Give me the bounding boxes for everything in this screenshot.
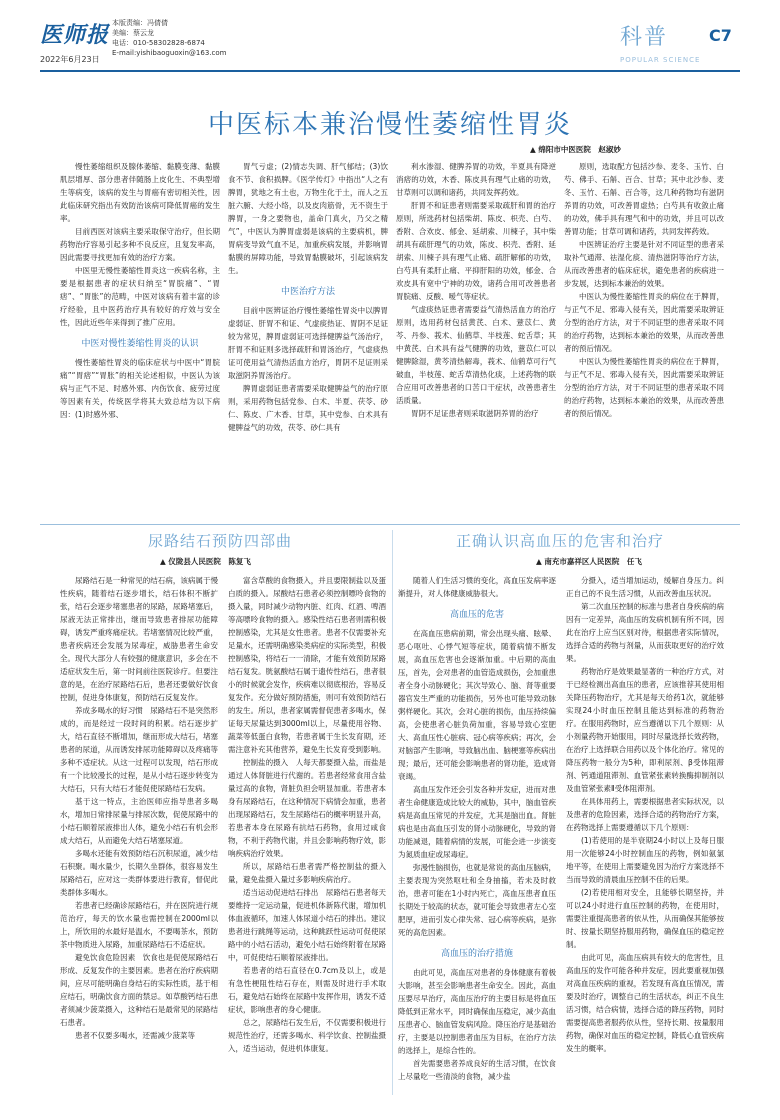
paragraph: 中医里无慢性萎缩性胃炎这一疾病名称，主要是根据患者的症状归纳至“胃脘痛”、“胃痞”、“胃胀”的范畴，中医对该病有着丰富的诊疗经验，且中医药治疗具有较好的疗效与安全性，因此近些年来得到了推广应用。 bbox=[60, 266, 220, 327]
paragraph: 目前中医辨证治疗慢性萎缩性胃炎中以脾胃虚弱证、肝胃不和证、气虚痰热证、胃阴不足证较为常见，脾胃虚弱证可选择健脾益气汤治疗，肝胃不和证则多选择疏肝和胃汤治疗，气虚痰热证可使用益气清热活血方治疗，胃阴不足证则采取滋阴养胃汤治疗。 bbox=[228, 306, 388, 380]
header-rule bbox=[40, 70, 740, 72]
paragraph: 若患者的结石直径在0.7cm及以上，或是有急性梗阻性结石存在，则需及时进行手术取石，避免结石始终在尿路中发挥作用，诱发不适症状，影响患者的身心健康。 bbox=[228, 966, 386, 1014]
paragraph: 气虚痰热证患者需要益气清热活血方的治疗原则，选用药材包括黄芪、白术、薏苡仁、黄芩、丹参、莪术、仙鹤草、半枝莲、蛇舌草；其中黄芪、白术具有益气健脾的功效，薏苡仁可以健脾除湿，黄芩清热解毒，莪术、仙鹤草可行气破血，半枝莲、蛇舌草清热化痰，上述药物的联合应用可改善患者的口苦口干症状，改善患者生活质量。 bbox=[396, 305, 556, 405]
paragraph: 中医认为慢性萎缩性胃炎的病位在于脾胃，与正气不足、邪毒入侵有关，因此需要采取辨证分型的治疗方法，对于不同证型的患者采取不同的治疗药物，达到标本兼治的效果，从而改善患者的预后情况。 bbox=[564, 357, 724, 418]
article1-subheading: 中医对慢性萎缩性胃炎的认识 bbox=[81, 339, 199, 349]
article2-byline: ▲ 仪陇县人民医院 陈复飞 bbox=[160, 557, 251, 566]
newspaper-logo: 医师报 bbox=[40, 22, 110, 48]
paragraph: 原则，选取配方包括沙参、麦冬、玉竹、白芍、佛手、石斛、百合、甘草；其中北沙参、麦冬、玉竹、石斛、百合等，这几种药物均有滋阴养胃的功效，可改善胃虚热；白芍具有收敛止痛的功效，佛手具有理气和中的功效，并且可以改善胃功能；甘草可调和诸药，共同发挥药效。 bbox=[564, 162, 724, 236]
paragraph: 尿路结石是一种常见的结石病，该病属于慢性疾病，随着结石逐步增长，结石体积不断扩张，结石会逐步堵塞患者的尿路，尿路堵塞后，尿液无法正常排出，继而导致患者排尿功能障碍，诱发严重疼痛症状。若堵塞情况比较严重，患者疾病还会发展为尿毒症，威胁患者生命安全。现代大部分人有较强的健康意识，多会在不适症状发生后，第一时间前往医院诊疗。但要注意的是，在治疗尿路结石后，患者还要做好饮食控制，促进身体康复，预防结石反复发作。 bbox=[60, 576, 218, 702]
paragraph: 基于这一特点，主治医师应指导患者多喝水，增加日常排尿量与排尿次数，促使尿路中的小结石顺着尿液排出人体，避免小结石有机会形成大结石，从而避免大结石堵塞尿道。 bbox=[60, 797, 218, 845]
paragraph: 若患者已经确诊尿路结石，并在医院进行规范治疗，每天的饮水量也需控制在2000ml以上，所饮用的水最好是温水，不要喝茶水，预防茶中物质进入尿路，加重尿路结石不适症状。 bbox=[60, 901, 218, 949]
paragraph: 利水渗湿、健脾养胃的功效，半夏具有降逆消痞的功效，木香、陈皮具有理气止痛的功效，甘草则可以调和诸药，共同发挥药效。 bbox=[396, 162, 556, 197]
article2-headline: 尿路结石预防四部曲 bbox=[147, 532, 292, 550]
paragraph: 胃气亏虚；(2)情志失调、肝气郁结；(3)饮食不节、食积损脾。《医学传灯》中指出“人之有脾胃，犹地之有土也，万物生化于土，而人之五脏六腑、大经小络，以及皮肉筋骨，无不资生于脾胃，一身之要物也，盖命门真火，乃父之精气”，中医认为脾胃虚弱是该病的主要病机，脾胃病变导致气血不足，加重疾病发展，并影响胃黏膜的屏障功能，导致胃黏膜破坏，引起该病发生。 bbox=[228, 162, 388, 275]
article1-column-1 bbox=[60, 160, 220, 421]
paragraph: 高血压发作还会引发各种并发症，进而对患者生命健康造成比较大的威胁，其中，脑血管疾病是高血压常见的并发症，尤其是脑出血。肾脏病也是由高血压引发的肾小动脉硬化，导致的肾功能减退，随着病情的发展，可能会进一步演变为氮质血症或尿毒症。 bbox=[398, 785, 556, 859]
paragraph: 肝胃不和证患者则需要采取疏肝和胃的治疗原则，所选药材包括柴胡、陈皮、枳壳、白芍、香附、合欢皮、郁金、延胡索、川楝子，其中柴胡具有疏肝理气的功效，陈皮、枳壳、香附、延胡索、川楝子具有理气止痛、疏肝解郁的功效，白芍具有柔肝止痛、平抑肝阳的功效，郁金、合欢皮具有宽中宁神的功效，诸药合用可改善患者胃脘痛、反酸、嗳气等症状。 bbox=[396, 201, 556, 301]
paragraph: 在高血压患病前期，常会出现头痛、眩晕、恶心呕吐、心悸气短等症状，随着病情不断发展，高血压危害也会逐渐加重。中后期的高血压，首先，会对患者的血管造成损伤，会加重患者全身小动脉硬化；其次导致心、脑、肾等重要器官发生严重的功能损伤，另外也可能导致动脉粥样硬化。其次，会对心脏的损伤，血压持续偏高，会使患者心脏负荷加重，容易导致心室肥大、高血压性心脏病、冠心病等疾病；再次，会对脑部产生影响，导致脑出血、脑梗塞等疾病出现；最后，还可能会影响患者的肾功能，造成肾衰竭。 bbox=[398, 629, 556, 781]
article3-subheading: 高血压的危害 bbox=[449, 610, 504, 620]
paragraph: 胃阴不足证患者则采取滋阴养胃的治疗 bbox=[411, 409, 539, 418]
paragraph: (1)若使用的是半衰期24小时以上及每日服用一次能够24小时控制血压的药物，例如氨氯地平等，在使用上需要避免因为治疗方案选择不当而导致的清晨血压控制不佳的后果。 bbox=[566, 836, 724, 884]
article2-column-1 bbox=[60, 574, 218, 1042]
paragraph: 中医辨证治疗主要是针对不同证型的患者采取补气通滞、祛湿化痰、清热滋阴等治疗方法，从而改善患者的临床症状，避免患者的疾病进一步发展，达到标本兼治的效果。 bbox=[564, 240, 724, 288]
staff-line: 本版责编：冯倩倩 bbox=[112, 19, 168, 27]
article3-byline: ▲ 南充市嘉祥区人民医院 任飞 bbox=[536, 557, 642, 566]
paragraph: 慢性萎缩性胃炎的临床症状与中医中“胃脘痛”“胃痞”“胃胀”的相关论述相似，中医认为该病与正气不足、时感外邪、内伤饮食、疲劳过度等因素有关，传统医学将其大致总结为以下病因：(1)时感外邪、 bbox=[60, 358, 220, 419]
paragraph: 慢性萎缩组织及腺体萎缩、黏膜变薄、黏膜肌层增厚、部分患者伴随肠上皮化生、不典型增生等病变，该病的发生与胃癌有密切相关性，因此临床研究指出有效防治该病可降低胃癌的发生率。 bbox=[60, 162, 220, 223]
section-title: 科普 bbox=[620, 25, 669, 50]
article3-column-1 bbox=[398, 574, 556, 1083]
article1-subheading: 中医治疗方法 bbox=[280, 287, 335, 297]
publish-date: 2022年6月23日 bbox=[40, 55, 100, 64]
editor-info bbox=[112, 18, 226, 58]
staff-line: 美编：蔡云龙 bbox=[112, 29, 154, 37]
article2-column-2 bbox=[228, 574, 386, 1055]
article1-column-4 bbox=[564, 160, 724, 420]
paragraph: 中医认为慢性萎缩性胃炎的病位在于脾胃，与正气不足、邪毒入侵有关，因此需要采取辨证分型的治疗方法，对于不同证型的患者采取不同的治疗药物，达到标本兼治的效果，从而改善患者的预后情况。 bbox=[564, 292, 724, 353]
paragraph: 富含草酸的食物摄入，并且要限制盐以及蛋白质的摄入。尿酸结石患者必须控制嘌呤食物的摄入量，同时减少动物内脏、红肉、红酒、啤酒等高嘌呤食物的摄入。感染性结石患者则需积极控制感染，尤其是女性患者。患者不仅需要补充足量水，还需明确感染类病症的实际类型，积极控制感染，将结石一一清除，才能有效预防尿路结石复发。胱氨酸结石属于遗传性结石，患者很小的时候就会发作，疾病难以彻底根治，容易反复发作。充分做好预防措施，则可有效预防结石的发生。所以，患者家属需督促患者多喝水，保证每天尿量达到3000ml以上，尽量使用谷物、蔬菜等低蛋白食物，若患者属于生长发育期，还需注意补充其他营养，避免生长发育受到影响。 bbox=[228, 576, 386, 754]
column-divider bbox=[392, 530, 393, 1095]
paragraph: 脾胃虚弱证患者需要采取健脾益气的治疗原则，采用药物包括党参、白术、半夏、茯苓、砂仁、陈皮、广木香、甘草，其中党参、白术具有健脾益气的功效，茯苓、砂仁具有 bbox=[228, 384, 388, 432]
section-subtitle: POPULAR SCIENCE bbox=[620, 56, 701, 64]
article1-headline: 中医标本兼治慢性萎缩性胃炎 bbox=[207, 110, 572, 140]
paragraph: 由此可见，高血压病具有较大的危害性，且高血压的发作可能各种并发症，因此要重视加强对高血压疾病的重视，若发现有高血压情况，需要及时治疗，调整自己的生活状态，纠正不良生活习惯，结合病情，选择合适的降压药物，同时需要提高患者服药依从性，坚持长期、按量服用药物，确保对血压的稳定控制，降低心血管疾病发生的概率。 bbox=[566, 953, 724, 1053]
paragraph: 养成多喝水的好习惯 尿路结石不是突然形成的，而是经过一段时间的积累。结石逐步扩大，结石直径不断增加，继而形成大结石，堵塞患者的尿道，从而诱发排尿功能障碍以及疼痛等多种不适症状。从这一过程可以发现，结石形成有一个比较漫长的过程，是从小结石逐步转变为大结石，只有大结石才能促使尿路结石发病。 bbox=[60, 706, 218, 793]
article3-headline: 正确认识高血压的危害和治疗 bbox=[455, 532, 664, 550]
paragraph: 适当运动促进结石排出 尿路结石患者每天要维持一定运动量，促进机体新陈代谢，增加机体血液循环，加速人体尿道小结石的排出。建议患者进行跳绳等运动，这种跳跃性运动可促使尿路中的小结石活动，避免小结石始终附着在尿路中，可促使结石顺着尿液排出。 bbox=[228, 888, 386, 962]
paragraph: 第二次血压控制的标准与患者自身疾病的病因有一定差异，高血压的发病机制有所不同，因此在治疗上应当区别对待，根据患者实际情况，选择合适的药物与剂量，从而获取更好的治疗效果。 bbox=[566, 602, 724, 663]
staff-line: E-mail:yishibaoguoxin@163.com bbox=[112, 49, 227, 57]
paragraph: 首先需要患者养成良好的生活习惯，在饮食上尽量吃一些清淡的食物，减少盐 bbox=[398, 1059, 556, 1081]
article1-column-2 bbox=[228, 160, 388, 434]
paragraph: 所以，尿路结石患者需严格控制盐的摄入量，避免盐摄入量过多影响疾病治疗。 bbox=[228, 862, 386, 884]
paragraph: 多喝水还能有效预防结石沉积尿道，减少结石积聚。喝水量少，长期久坐群体，很容易发生尿路结石，应对这一类群体要进行教育，督促此类群体多喝水。 bbox=[60, 849, 218, 897]
page-code: C7 bbox=[709, 26, 732, 45]
staff-line: 电话：010-58302828-6874 bbox=[112, 39, 205, 47]
paragraph: (2)若使用相对安全，且能够长期坚持，并可以24小时进行血压控制的药物，在使用时，需要注重提高患者的依从性，从而确保其能够按时、按量长期坚持服用药物，确保血压的稳定控制。 bbox=[566, 888, 724, 949]
paragraph: 药物治疗是效果最显著的一种治疗方式，对于已经检测出高血压的患者，应该推荐其使用相关降压药物治疗，尤其是每天给药1次，就能够实现24小时血压控制且能达到标准的药物治疗。在服用药物时，应当遵循以下几个原则：从小剂量药物开始服用，同时尽量选择长效药物，在治疗上选择联合用药以及个体化治疗。常见的降压药物一般分为5种，即利尿剂、β受体阻滞剂、钙通道阻滞剂、血管紧张素转换酶抑制剂以及血管紧张素Ⅱ受体阻滞剂。 bbox=[566, 667, 724, 793]
article1-byline: ▲ 绵阳市中医医院 赵淑妙 bbox=[530, 145, 621, 154]
paragraph: 目前西医对该病主要采取保守治疗，但长期药物治疗容易引起多种不良反应，且复发率高，因此需要寻找更加有效的治疗方案。 bbox=[60, 227, 220, 262]
paragraph: 患者不仅要多喝水，还需减少菠菜等 bbox=[75, 1031, 195, 1040]
paragraph: 总之，尿路结石发生后，不仅需要积极进行规范性治疗，还需多喝水、科学饮食、控制盐摄入，适当运动，促进机体康复。 bbox=[228, 1018, 386, 1053]
article3-column-2 bbox=[566, 574, 724, 1055]
paragraph: 避免饮食危险因素 饮食也是促使尿路结石形成、反复发作的主要因素。患者在治疗疾病期间，应尽可能明确自身结石的实际性质，基于相应结石，明确饮食方面的禁忌。如草酸钙结石患者须减少菠菜摄入，这种结石是最常见的尿路结石患者。 bbox=[60, 953, 218, 1027]
paragraph: 由此可见，高血压对患者的身体健康有着极大影响，甚至会影响患者生命安全。因此，高血压要尽早治疗，高血压治疗的主要目标是将血压降低到正常水平，同时确保血压稳定，减少高血压患者心、脑血管发病风险。降压治疗是基础治疗，主要是以控制患者血压为目标，在治疗方法的选择上，是综合性的。 bbox=[398, 968, 556, 1055]
paragraph: 随着人们生活习惯的变化，高血压发病率逐渐提升，对人体健康威胁很大。 bbox=[398, 576, 556, 598]
paragraph: 分摄入，适当增加运动，缓解自身压力。纠正自己的不良生活习惯，从而改善血压状况。 bbox=[566, 576, 724, 598]
paragraph: 在具体用药上，需要根据患者实际状况，以及患者的危险因素，选择合适的药物治疗方案，在药物选择上需要遵循以下几个原则： bbox=[566, 797, 724, 832]
section-divider bbox=[40, 524, 740, 525]
paragraph: 控制盐的摄入 人每天都要摄入盐，而盐是通过人体肾脏进行代谢的。若患者经常食用含盐量过高的食物，肾脏负担会明显加重。若患者本身有尿路结石，在这种情况下病情会加重，患者出现尿路结石，发生尿路结石的概率明显升高，若患者本身在尿路有抗结石药物，食用过咸食物，不利于药物代谢，并且会影响药物疗效，影响疾病治疗效果。 bbox=[228, 758, 386, 858]
paragraph: 弥漫性脑损伤，也就是常说的高血压脑病，主要表现为突然呕吐和全身抽搐，若未及时救治，患者可能在1小时内死亡，高血压患者血压长期处于较高的状态，就可能会导致患者左心室肥厚，进而引发心律失常、冠心病等疾病，是弥死的高危因素。 bbox=[398, 863, 556, 937]
article1-column-3 bbox=[396, 160, 556, 420]
article3-subheading: 高血压的治疗措施 bbox=[440, 949, 513, 959]
